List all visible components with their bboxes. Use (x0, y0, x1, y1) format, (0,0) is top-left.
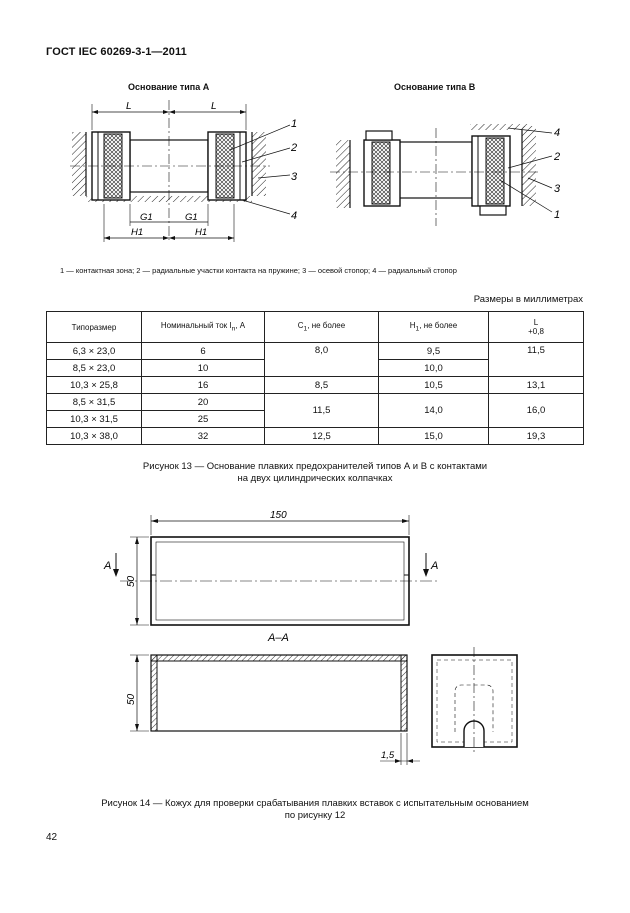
left-wall (72, 132, 86, 196)
svg-text:2: 2 (291, 142, 298, 154)
table-row: 10,3 × 25,8 16 8,5 10,5 13,1 (47, 377, 584, 394)
svg-text:L: L (211, 101, 217, 112)
figure-a-label: Основание типа А (128, 82, 210, 92)
svg-text:А: А (431, 560, 439, 572)
svg-text:H1: H1 (131, 227, 144, 238)
page-number: 42 (46, 832, 58, 843)
svg-text:1: 1 (291, 118, 298, 130)
table-row: 8,5 × 31,5 20 11,5 14,0 16,0 (47, 394, 584, 411)
header-l: L +0,8 (489, 312, 584, 343)
svg-text:G1: G1 (185, 212, 198, 223)
svg-text:4: 4 (291, 210, 298, 222)
fuse-base-drawing (0, 0, 630, 260)
svg-text:H1: H1 (195, 227, 208, 238)
units-note: Размеры в миллиметрах (473, 294, 583, 305)
svg-text:3: 3 (291, 171, 298, 183)
document-header: ГОСТ IEC 60269-3-1—2011 (46, 46, 187, 58)
svg-text:1,5: 1,5 (381, 750, 395, 761)
right-wall (252, 132, 266, 196)
table-row: 6,3 × 23,0 6 8,0 9,5 11,5 (47, 343, 584, 360)
figure14-caption: Рисунок 14 — Кожух для проверки срабатывания плавких вставок с испытательным основанием по рисунку 12 (101, 798, 529, 821)
svg-text:1: 1 (554, 209, 561, 221)
figure13-caption: Рисунок 13 — Основание плавких предохранителей типов А и В с контактами на двух цилиндрических колпачках (142, 461, 488, 484)
svg-text:4: 4 (554, 127, 561, 139)
svg-text:L: L (126, 101, 132, 112)
svg-text:G1: G1 (140, 212, 153, 223)
svg-text:3: 3 (554, 183, 561, 195)
svg-text:2: 2 (554, 151, 561, 163)
table-row: 10,3 × 38,0 32 12,5 15,0 19,3 (47, 428, 584, 445)
dimensions-table (46, 311, 584, 445)
svg-text:50: 50 (126, 693, 137, 705)
figure-b-label: Основание типа В (394, 82, 476, 92)
svg-text:А–А: А–А (268, 632, 289, 644)
header-current: Номинальный ток $I_n$, А (142, 312, 265, 343)
header-c1: $C_1$, не более (265, 312, 379, 343)
type-a-drawing (70, 100, 298, 242)
header-size: Типоразмер (47, 312, 142, 343)
header-h1: $H_1$, не более (379, 312, 489, 343)
table-header-row (47, 312, 584, 343)
type-b-drawing (330, 124, 561, 226)
svg-text:150: 150 (270, 510, 287, 521)
table-row: 8,5 × 23,0 10 10,0 (47, 360, 584, 377)
figure-legend: 1 — контактная зона; 2 — радиальные участки контакта на пружине; 3 — осевой стопор; 4 — радиальный стопор (60, 266, 457, 275)
cover-drawing (0, 495, 630, 815)
table-row: 10,3 × 31,5 25 (47, 411, 584, 428)
svg-text:50: 50 (126, 575, 137, 587)
svg-text:А: А (104, 560, 112, 572)
